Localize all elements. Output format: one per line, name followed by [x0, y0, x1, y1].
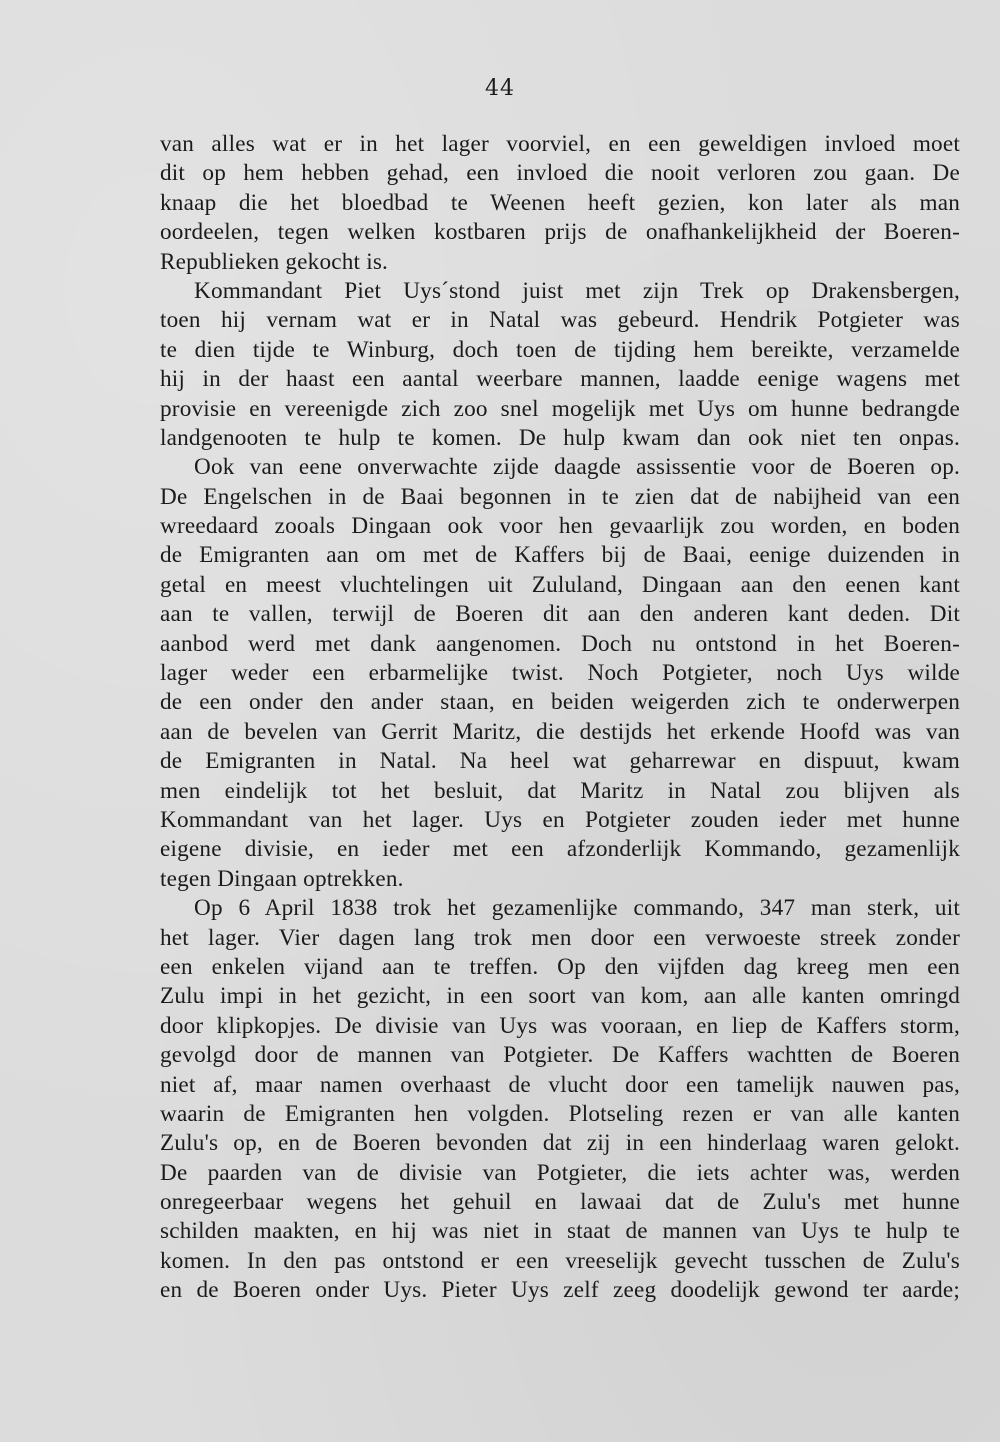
text-line: hij in der haast een aantal weerbare mannen, laadde eenige wagens met [160, 366, 960, 393]
text-line: provisie en vereenigde zich zoo snel mogelijk met Uys om hunne bedrangde [160, 395, 960, 422]
text-line: komen. In den pas ontstond er een vreeselijk gevecht tusschen de Zulu's [160, 1247, 960, 1274]
text-line: een enkelen vijand aan te treffen. Op den vijfden dag kreeg men een [160, 953, 960, 980]
text-line: De Engelschen in de Baai begonnen in te zien dat de nabijheid van een [160, 483, 960, 510]
page-number: 44 [485, 76, 515, 101]
body-text [160, 130, 960, 1306]
text-line: aanbod werd met dank aangenomen. Doch nu ontstond in het Boeren- [160, 630, 960, 657]
text-line: lager weder een erbarmelijke twist. Noch Potgieter, noch Uys wilde [160, 660, 960, 687]
text-line: Zulu's op, en de Boeren bevonden dat zij in een hinderlaag waren gelokt. [160, 1130, 960, 1157]
text-line: en de Boeren onder Uys. Pieter Uys zelf zeeg doodelijk gewond ter aarde; [160, 1277, 960, 1304]
text-line: Republieken gekocht is. [160, 248, 389, 275]
text-line: schilden maakten, en hij was niet in staat de mannen van Uys te hulp te [160, 1218, 960, 1245]
text-line: landgenooten te hulp te komen. De hulp kwam dan ook niet ten onpas. [160, 424, 960, 451]
text-line: dit op hem hebben gehad, een invloed die nooit verloren zou gaan. De [160, 160, 960, 187]
text-line: aan de bevelen van Gerrit Maritz, die destijds het erkende Hoofd was van [160, 718, 960, 745]
text-line: tegen Dingaan optrekken. [160, 865, 404, 892]
text-line: de een onder den ander staan, en beiden weigerden zich te onderwerpen [160, 689, 960, 716]
text-line: waarin de Emigranten hen volgden. Plotseling rezen er van alle kanten [160, 1100, 960, 1127]
text-line: door klipkopjes. De divisie van Uys was vooraan, en liep de Kaffers storm, [160, 1012, 960, 1039]
text-line: Op 6 April 1838 trok het gezamenlijke commando, 347 man sterk, uit [194, 895, 960, 922]
text-line: oordeelen, tegen welken kostbaren prijs de onafhankelijkheid der Boeren- [160, 219, 960, 246]
text-line: de Emigranten in Natal. Na heel wat geharrewar en dispuut, kwam [160, 748, 960, 775]
text-line: te dien tijde te Winburg, doch toen de tijding hem bereikte, verzamelde [160, 336, 960, 363]
text-line: eigene divisie, en ieder met een afzonderlijk Kommando, gezamenlijk [160, 836, 960, 863]
text-line: toen hij vernam wat er in Natal was gebeurd. Hendrik Potgieter was [160, 307, 960, 334]
text-line: knaap die het bloedbad te Weenen heeft gezien, kon later als man [160, 189, 960, 216]
text-line: Kommandant van het lager. Uys en Potgieter zouden ieder met hunne [160, 806, 960, 833]
text-line: Ook van eene onverwachte zijde daagde assissentie voor de Boeren op. [194, 454, 960, 481]
text-line: niet af, maar namen overhaast de vlucht door een tamelijk nauwen pas, [160, 1071, 960, 1098]
text-line: het lager. Vier dagen lang trok men door een verwoeste streek zonder [160, 924, 960, 951]
text-line: men eindelijk tot het besluit, dat Maritz in Natal zou blijven als [160, 777, 960, 804]
text-line: De paarden van de divisie van Potgieter, die iets achter was, werden [160, 1159, 960, 1186]
text-line: onregeerbaar wegens het gehuil en lawaai dat de Zulu's met hunne [160, 1189, 960, 1216]
text-line: wreedaard zooals Dingaan ook voor hen gevaarlijk zou worden, en boden [160, 513, 960, 540]
text-line: Zulu impi in het gezicht, in een soort van kom, aan alle kanten omringd [160, 983, 960, 1010]
text-line: getal en meest vluchtelingen uit Zululand, Dingaan aan den eenen kant [160, 571, 960, 598]
text-line: Kommandant Piet Uys´stond juist met zijn Trek op Drakensbergen, [194, 277, 960, 304]
text-line: gevolgd door de mannen van Potgieter. De Kaffers wachtten de Boeren [160, 1042, 960, 1069]
text-line: aan te vallen, terwijl de Boeren dit aan den anderen kant deden. Dit [160, 601, 960, 628]
text-line: van alles wat er in het lager voorviel, en een geweldigen invloed moet [160, 131, 960, 157]
text-line: de Emigranten aan om met de Kaffers bij de Baai, eenige duizenden in [160, 542, 960, 569]
